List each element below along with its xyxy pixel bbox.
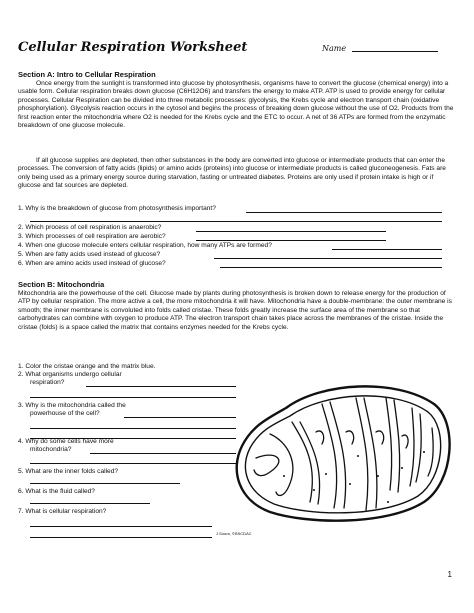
question-b6: 6. What is the fluid called? xyxy=(18,488,95,495)
answer-line-b4[interactable] xyxy=(90,453,236,454)
question-b3-line-2: powerhouse of the cell? xyxy=(30,410,100,418)
section-b-heading: Section B: Mitochondria xyxy=(18,280,105,289)
figure-credit: J.Soura, ©BSCDAC xyxy=(216,531,252,536)
question-5: 5. When are fatty acids used instead of glucose? xyxy=(18,251,161,258)
question-b1: 1. Color the cristae orange and the matrix blue. xyxy=(18,363,156,370)
section-a-paragraph-2: If all glucose supplies are depleted, then other substances in the body are converted into glucose or intermediate products that can enter the processes. The conversion of fatty acids (lipids) or amino acids (proteins) into glucose or intermediate products is called gluconeogenesis. Fats are only being used as a primary energy source during starvation, fasting or untreated diabetes. Proteins are only used if protein intake is high or if glucose and fat sources are depleted. xyxy=(18,157,446,190)
answer-line-b7[interactable] xyxy=(30,526,212,527)
question-b5: 5. What are the inner folds called? xyxy=(18,468,119,475)
question-2: 2. Which process of cell respiration is anaerobic? xyxy=(18,224,162,231)
mitochondrion-diagram-icon xyxy=(226,372,462,532)
answer-line-b4b[interactable] xyxy=(30,463,236,464)
matrix-granules xyxy=(283,451,425,503)
question-1: 1. Why is the breakdown of glucose from photosynthesis important? xyxy=(18,205,216,212)
question-b2-line-1: 2. What organisms undergo cellular xyxy=(18,371,122,378)
answer-line-b2b[interactable] xyxy=(30,397,236,398)
section-a-paragraph-1: Once energy from the sunlight is transformed into glucose by photosynthesis, organisms have to convert the glucose (chemical energy) into a usable form. Cellular respiration breaks down glucose (C6H12O6) and transfers the energy to make ATP. ATP is used to provide energy for cellular processes. Cellular Respiration can be divided into three metabolic processes: glycolysis, the Krebs cycle and electron transport chain (oxidative phosphorylation). Glycolysis reaction occurs in the cytosol and begins the process of breaking down glucose without the use of O2. Products from the first reaction enter the mitochondria where O2 is needed for the Krebs cycle and the ETC to occur. A net of 36 ATPs are formed from the enzymatic breakdown of one glucose molecule. xyxy=(18,80,454,130)
question-b7: 7. What is cellular respiration? xyxy=(18,508,107,515)
answer-line-b5[interactable] xyxy=(30,483,180,484)
answer-line-6[interactable] xyxy=(220,267,442,268)
page-number: 1 xyxy=(447,570,452,579)
question-b3-line-1: 3. Why is the mitochondria called the xyxy=(18,402,126,409)
cristae xyxy=(254,398,433,510)
name-field[interactable] xyxy=(352,51,438,52)
worksheet-title: Cellular Respiration Worksheet xyxy=(18,40,248,55)
answer-line-3[interactable] xyxy=(196,240,386,241)
answer-line-4[interactable] xyxy=(332,249,442,250)
question-b2-line-2: respiration? xyxy=(30,379,65,387)
question-6: 6. When are amino acids used instead of glucose? xyxy=(18,260,166,267)
answer-line-b2[interactable] xyxy=(86,386,236,387)
answer-line-b3b[interactable] xyxy=(30,428,236,429)
answer-line-2[interactable] xyxy=(196,231,386,232)
question-b4-line-1: 4. Why do some cells have more xyxy=(18,438,114,445)
answer-line-5[interactable] xyxy=(214,258,442,259)
answer-line-1b[interactable] xyxy=(30,221,442,222)
question-b4-line-2: mitochondria? xyxy=(30,446,72,454)
question-3: 3. Which processes of cell respiration are aerobic? xyxy=(18,233,166,240)
answer-line-1[interactable] xyxy=(246,212,442,213)
question-4: 4. When one glucose molecule enters cellular respiration, how many ATPs are formed? xyxy=(18,242,272,249)
section-b-paragraph: Mitochondria are the powerhouse of the cell. Glucose made by plants during photosynthesis is broken down to release energy for the production of ATP by cellular respiration. The more active a cell, the more mitochondria it will have. Mitochondria have a double-membrane: the outer membrane is smooth; the inner membrane is convoluted into folds called cristae. These folds greatly increase the surface area of the membrane so that carbohydrates can combine with oxygen to produce ATP. The electron transport chain takes place across the membranes of the cristae. Inside the cristae (folds) is a space called the matrix that contains enzymes needed for the Krebs cycle. xyxy=(18,290,452,331)
answer-line-b3[interactable] xyxy=(124,417,236,418)
name-label: Name xyxy=(322,44,347,53)
answer-line-b7b[interactable] xyxy=(30,537,212,538)
section-a-heading: Section A: Intro to Cellular Respiration xyxy=(18,70,156,79)
answer-line-b6[interactable] xyxy=(30,503,150,504)
